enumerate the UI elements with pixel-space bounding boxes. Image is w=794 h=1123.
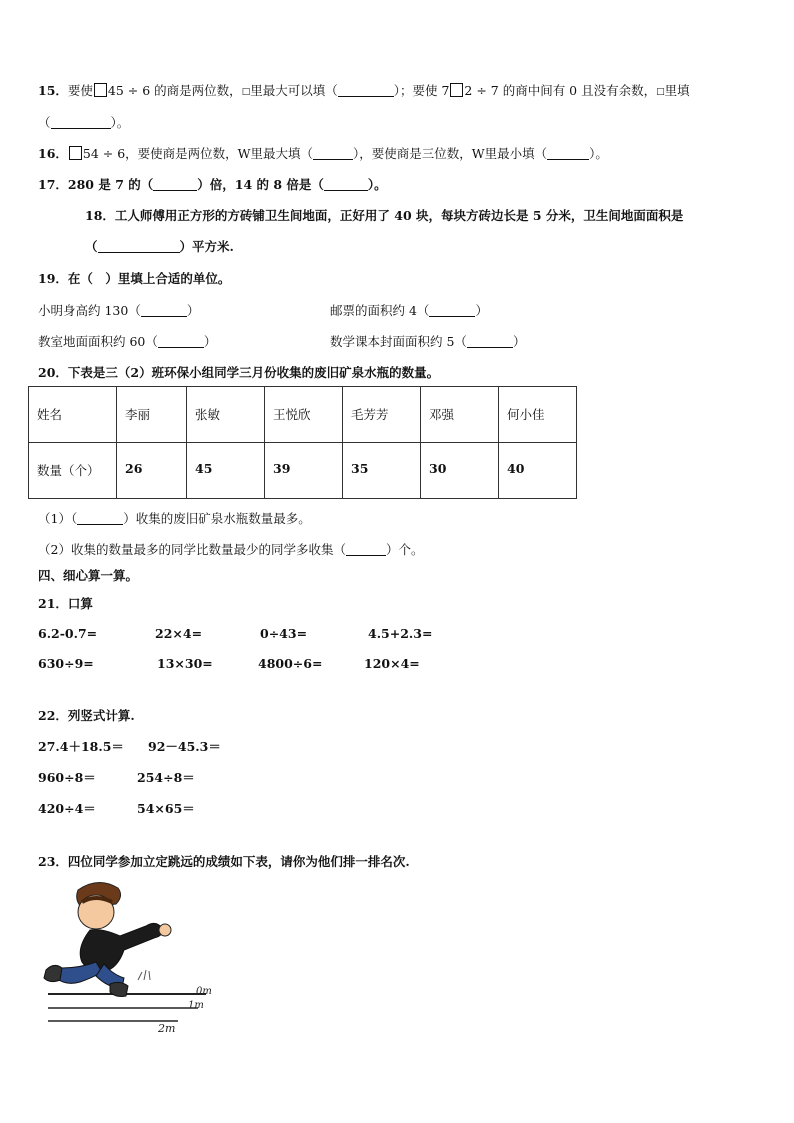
table-cell: 30: [421, 443, 499, 499]
q15-text: ）；要使 7: [393, 83, 450, 98]
q15-text: 要使: [67, 83, 93, 98]
q15-text: 里最大可以填（: [250, 83, 338, 98]
q19-item: [330, 333, 525, 351]
oral-calc-item: 120×4=: [364, 656, 420, 671]
q19-item: [330, 302, 488, 320]
small-square-icon: □: [656, 87, 665, 97]
one-meter-label: 1m: [188, 1000, 204, 1011]
q18-number: 18．: [85, 208, 115, 223]
small-square-icon: □: [241, 87, 251, 97]
oral-calc-item: 630÷9=: [38, 656, 94, 671]
answer-blank[interactable]: [338, 83, 394, 97]
vertical-calc-item: 54×65＝: [137, 801, 195, 816]
q19-text: 在（ ）里填上合适的单位。: [67, 271, 231, 286]
q20-sub2: [38, 541, 423, 559]
q20-text: 下表是三（2）班环保小组同学三月份收集的废旧矿泉水瓶的数量。: [67, 365, 440, 380]
answer-blank[interactable]: [77, 511, 123, 525]
q16-text: 54 ÷ 6，要使商是两位数，W里最大填（: [82, 146, 314, 161]
vertical-calc-item: 420÷4＝: [38, 801, 96, 816]
q18-line2: [85, 238, 234, 256]
vertical-calc-item: 960÷8＝: [38, 770, 96, 785]
q15-line2: [38, 114, 129, 132]
answer-blank[interactable]: [51, 115, 111, 129]
oral-calc-item: 6.2-0.7=: [38, 626, 98, 641]
q19-close: ）: [512, 334, 526, 349]
q20-sub1: [38, 510, 311, 528]
table-cell: 数量（个）: [29, 443, 117, 499]
q18-line1: [85, 207, 683, 225]
q15-number: 15．: [38, 83, 68, 98]
table-cell: 李丽: [117, 387, 187, 443]
vertical-calc-item: 27.4＋18.5＝: [38, 739, 124, 754]
table-cell: 邓强: [421, 387, 499, 443]
q20-stem: [38, 364, 439, 382]
q16-text: ）。: [589, 146, 608, 161]
q21-text: 口算: [67, 596, 93, 611]
q19-item-text: 教室地面面积约 60（: [38, 334, 158, 349]
q20-text: （1）（: [38, 511, 78, 526]
q19-close: ）: [203, 334, 217, 349]
q18-text: 工人师傅用正方形的方砖铺卫生间地面，正好用了 40 块，每块方砖边长是 5 分米，卫生间地面面积是: [114, 208, 684, 223]
q18-text: （: [85, 239, 98, 254]
answer-blank[interactable]: [158, 334, 204, 348]
oral-calc-item: 22×4=: [155, 626, 203, 641]
answer-blank[interactable]: [141, 303, 187, 317]
q21-number: 21．: [38, 596, 68, 611]
q22-number: 22．: [38, 708, 68, 723]
q23-number: 23．: [38, 854, 68, 869]
q19-item-text: 数学课本封面面积约 5（: [330, 334, 467, 349]
q16-blank-box: [69, 146, 82, 160]
q15-blank-box: [94, 83, 107, 97]
q15-line1: [38, 82, 690, 101]
table-cell: 45: [187, 443, 265, 499]
answer-blank[interactable]: [346, 542, 386, 556]
q16-text: ），要使商是三位数，W里最小填（: [353, 146, 548, 161]
q15-text: 里填: [664, 83, 690, 98]
q19-number: 19．: [38, 271, 68, 286]
q19-stem: [38, 270, 230, 288]
q19-close: ）: [475, 303, 488, 318]
answer-blank[interactable]: [98, 239, 180, 253]
long-jump-illustration: [38, 868, 218, 1038]
q20-text: （2）收集的数量最多的同学比数量最少的同学多收集（: [38, 542, 346, 557]
table-cell: 姓名: [29, 387, 117, 443]
dust-icon: [138, 970, 150, 980]
q19-item-text: 小明身高约 130（: [38, 303, 141, 318]
q20-text: ）个。: [385, 542, 424, 557]
q21-stem: [38, 595, 93, 613]
table-cell: 39: [265, 443, 343, 499]
table-cell: 26: [117, 443, 187, 499]
answer-blank[interactable]: [153, 177, 197, 191]
zero-meter-label: 0m: [196, 986, 212, 997]
q20-number: 20．: [38, 365, 68, 380]
table-cell: 毛芳芳: [343, 387, 421, 443]
q17-text: 280 是 7 的（: [67, 177, 154, 192]
q20-text: ）收集的废旧矿泉水瓶数量最多。: [123, 511, 311, 526]
answer-blank[interactable]: [313, 146, 353, 160]
q15-text: （: [38, 115, 51, 130]
table-cell: 40: [499, 443, 577, 499]
answer-blank[interactable]: [547, 146, 589, 160]
q22-stem: [38, 707, 135, 725]
two-meter-label: 2m: [158, 1022, 176, 1035]
q17-number: 17．: [38, 177, 68, 192]
jumping-boy-icon: [44, 882, 171, 996]
answer-blank[interactable]: [467, 334, 513, 348]
q16-line: [38, 145, 608, 163]
section-heading: 四、细心算一算。: [38, 568, 139, 583]
table-cell: 张敏: [187, 387, 265, 443]
table-cell: 王悦欣: [265, 387, 343, 443]
q17-text: ）倍，14 的 8 倍是（: [197, 177, 324, 192]
q18-text: ）平方米.: [179, 239, 234, 254]
q22-text: 列竖式计算.: [67, 708, 135, 723]
q19-item-text: 邮票的面积约 4（: [330, 303, 430, 318]
oral-calc-item: 4800÷6=: [258, 656, 323, 671]
q15-text: 45 ÷ 6 的商是两位数，: [107, 83, 242, 98]
table-row: [29, 443, 577, 499]
table-cell: 何小佳: [499, 387, 577, 443]
q15-text: ）。: [110, 115, 130, 130]
q15-blank-box: [450, 83, 463, 97]
q23-text: 四位同学参加立定跳远的成绩如下表，请你为他们排一排名次.: [67, 854, 410, 869]
oral-calc-item: 4.5+2.3=: [368, 626, 433, 641]
answer-blank[interactable]: [429, 303, 475, 317]
vertical-calc-item: 92－45.3＝: [148, 739, 221, 754]
q19-close: ）: [186, 303, 200, 318]
q16-number: 16．: [38, 146, 68, 161]
q17-line: [38, 176, 387, 194]
bottle-count-table: [28, 386, 577, 499]
vertical-calc-item: 254÷8＝: [137, 770, 195, 785]
q17-text: ）。: [367, 177, 387, 192]
q15-text: 2 ÷ 7 的商中间有 0 且没有余数，: [464, 83, 657, 98]
oral-calc-item: 0÷43=: [260, 626, 308, 641]
table-cell: 35: [343, 443, 421, 499]
table-row: [29, 387, 577, 443]
q19-item: [38, 333, 216, 351]
oral-calc-item: 13×30=: [157, 656, 213, 671]
q19-item: [38, 302, 199, 320]
answer-blank[interactable]: [324, 177, 368, 191]
